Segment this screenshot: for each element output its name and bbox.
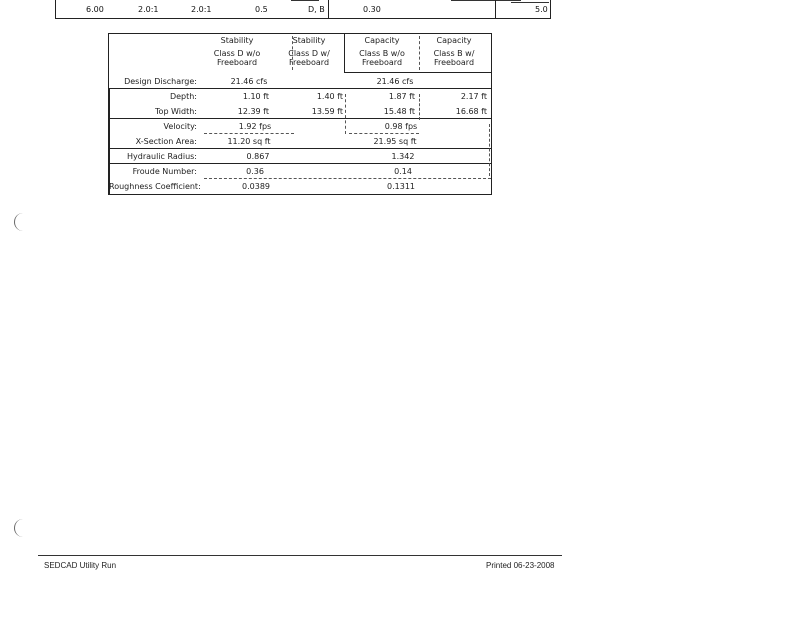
cell-value: 12.39 ft bbox=[237, 107, 269, 116]
row-rule bbox=[204, 133, 294, 134]
row-label-design-discharge: Design Discharge: bbox=[124, 77, 197, 86]
column-divider bbox=[495, 0, 496, 18]
top-table-fragment bbox=[55, 0, 551, 19]
cell-capacity: 21.46 cfs bbox=[376, 77, 414, 86]
header-divider bbox=[419, 36, 420, 70]
cell-value: 13.59 ft bbox=[311, 107, 343, 116]
top-cell-last: 5.0 bbox=[535, 5, 548, 14]
row-label-froude-number: Froude Number: bbox=[132, 167, 197, 176]
row-label-hydraulic-radius: Hydraulic Radius: bbox=[127, 152, 197, 161]
row-label-depth: Depth: bbox=[169, 92, 197, 101]
results-table bbox=[108, 33, 492, 195]
row-rule bbox=[109, 118, 491, 119]
cell-capacity: 21.95 sq ft bbox=[373, 137, 417, 146]
row-label-roughness: Roughness Coefficient: bbox=[109, 182, 201, 191]
table-rule bbox=[451, 0, 521, 1]
cell-stability: 21.46 cfs bbox=[230, 77, 268, 86]
row-label-xsection-area: X-Section Area: bbox=[135, 137, 197, 146]
punch-hole-mark bbox=[14, 213, 29, 231]
row-rule bbox=[344, 72, 491, 73]
cell-capacity: 0.14 bbox=[394, 167, 412, 176]
row-rule bbox=[109, 163, 491, 164]
top-cell-right-slope: 2.0:1 bbox=[191, 5, 212, 14]
column-divider bbox=[328, 0, 329, 18]
cell-capacity: 0.98 fps bbox=[384, 122, 418, 131]
top-cell-d50: 0.30 bbox=[363, 5, 381, 14]
top-cell-freeboard: 0.5 bbox=[255, 5, 268, 14]
cell-capacity: 0.1311 bbox=[387, 182, 415, 191]
cell-value: 15.48 ft bbox=[383, 107, 415, 116]
cell-value: 1.10 ft bbox=[242, 92, 269, 101]
col-kind: Stability bbox=[220, 36, 254, 45]
cell-stability: 0.867 bbox=[246, 152, 270, 161]
row-rule bbox=[109, 88, 491, 89]
table-rule bbox=[511, 2, 549, 3]
row-rule bbox=[109, 148, 491, 149]
col-desc: Class B w/ Freeboard bbox=[433, 49, 475, 67]
table-rule bbox=[291, 0, 319, 1]
top-cell-depth: 6.00 bbox=[86, 5, 104, 14]
col-kind: Stability bbox=[292, 36, 326, 45]
stability-capacity-divider bbox=[344, 34, 345, 72]
cell-stability: 0.36 bbox=[246, 167, 264, 176]
cell-capacity: 1.342 bbox=[391, 152, 415, 161]
footer-left: SEDCAD Utility Run bbox=[44, 561, 117, 570]
top-cell-left-slope: 2.0:1 bbox=[138, 5, 159, 14]
col-header-4 bbox=[417, 36, 491, 67]
row-rule bbox=[349, 133, 419, 134]
footer-rule bbox=[38, 555, 562, 556]
top-cell-class: D, B bbox=[308, 5, 325, 14]
cell-value: 1.40 ft bbox=[316, 92, 343, 101]
col-kind: Capacity bbox=[364, 36, 400, 45]
row-rule bbox=[204, 178, 491, 179]
row-label-top-width: Top Width: bbox=[155, 107, 197, 116]
punch-hole-mark bbox=[14, 519, 29, 537]
cell-value: 2.17 ft bbox=[460, 92, 487, 101]
col-header-2 bbox=[272, 36, 346, 67]
col-kind: Capacity bbox=[436, 36, 472, 45]
cell-value: 1.87 ft bbox=[388, 92, 415, 101]
col-header-3 bbox=[345, 36, 419, 67]
cell-value: 16.68 ft bbox=[455, 107, 487, 116]
col-desc: Class B w/o Freeboard bbox=[359, 49, 405, 67]
row-label-velocity: Velocity: bbox=[163, 122, 197, 131]
cell-stability: 1.92 fps bbox=[238, 122, 272, 131]
cell-divider bbox=[489, 124, 490, 176]
footer-right: Printed 06-23-2008 bbox=[486, 561, 555, 570]
col-desc: Class D w/ Freeboard bbox=[288, 49, 330, 67]
col-desc: Class D w/o Freeboard bbox=[213, 49, 261, 67]
cell-stability: 11.20 sq ft bbox=[227, 137, 271, 146]
cell-stability: 0.0389 bbox=[242, 182, 270, 191]
header-divider bbox=[292, 36, 293, 70]
col-header-1 bbox=[200, 36, 274, 67]
